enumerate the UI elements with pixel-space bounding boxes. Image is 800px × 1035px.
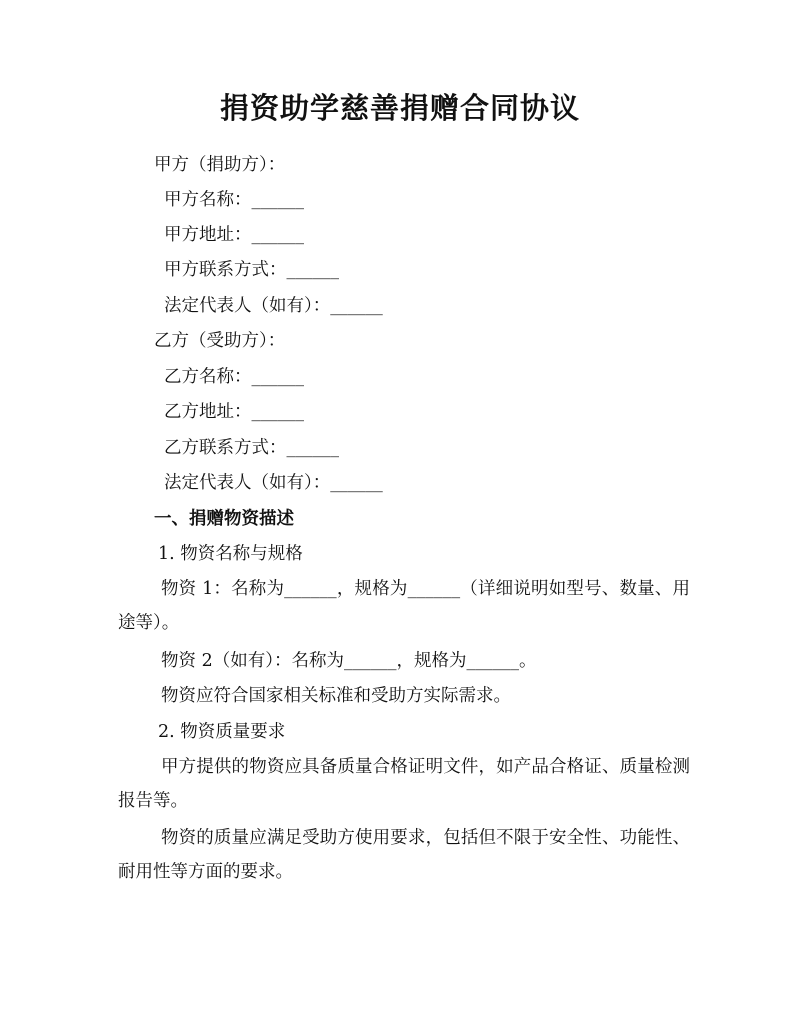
standard-line: 物资应符合国家相关标准和受助方实际需求。 <box>161 686 511 706</box>
quality-paragraph-2: 物资的质量应满足受助方使用要求，包括但不限于安全性、功能性、耐用性等方面的要求。 <box>118 828 690 882</box>
item-2-line: 物资 2（如有）：名称为______，规格为______。 <box>161 651 537 671</box>
section-1-heading: 一、捐赠物资描述 <box>154 509 294 529</box>
party-b-name: 乙方名称：______ <box>164 367 304 387</box>
subsection-2-heading: 2. 物资质量要求 <box>158 722 286 742</box>
document-title: 捐资助学慈善捐赠合同协议 <box>219 91 580 125</box>
party-b-heading: 乙方（受助方）： <box>154 331 286 351</box>
party-b-contact: 乙方联系方式：______ <box>164 438 339 458</box>
party-b-address: 乙方地址：______ <box>164 402 304 422</box>
party-a-representative: 法定代表人（如有）：______ <box>164 296 383 316</box>
item-1-paragraph: 物资 1：名称为______，规格为______（详细说明如型号、数量、用途等）。 <box>118 579 690 633</box>
subsection-1-heading: 1. 物资名称与规格 <box>158 544 303 564</box>
quality-paragraph-1: 甲方提供的物资应具备质量合格证明文件，如产品合格证、质量检测报告等。 <box>118 757 690 811</box>
party-a-name: 甲方名称：______ <box>164 190 304 210</box>
party-b-representative: 法定代表人（如有）：______ <box>164 473 383 493</box>
party-a-address: 甲方地址：______ <box>164 225 304 245</box>
party-a-heading: 甲方（捐助方）： <box>154 155 286 175</box>
party-a-contact: 甲方联系方式：______ <box>164 260 339 280</box>
